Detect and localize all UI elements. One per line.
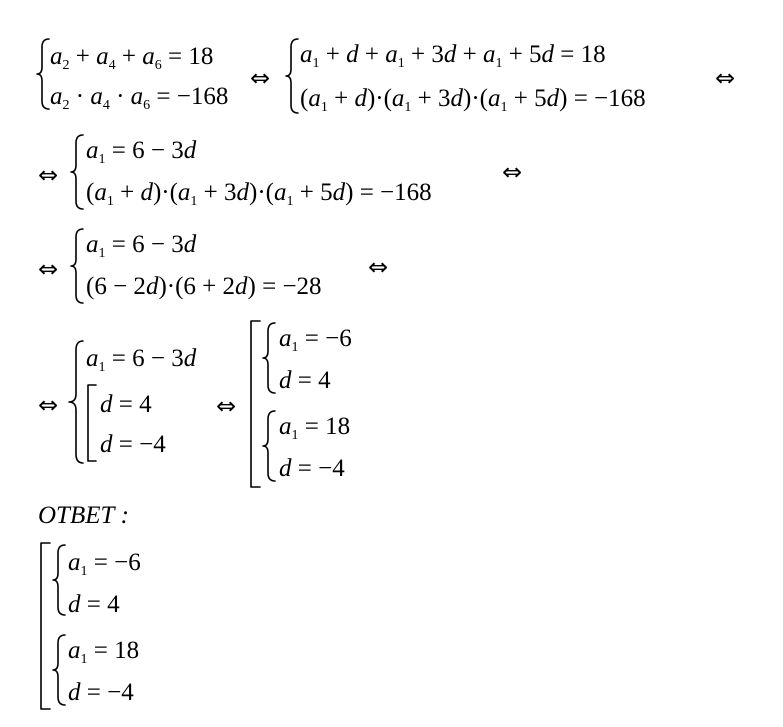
step4-solution1-d: d = 4 bbox=[279, 367, 331, 394]
equivalence-arrow-icon: ⇔ bbox=[38, 255, 59, 283]
step4-solution2-d: d = −4 bbox=[279, 455, 345, 482]
step3-line1: $a_1 = 6 - 3d$ bbox=[86, 231, 197, 261]
answer-solution2-a1: $a_1 = 18$ bbox=[68, 637, 140, 667]
equivalence-arrow-icon: ⇔ bbox=[715, 64, 736, 92]
left-brace bbox=[70, 228, 86, 304]
answer-solution1-a1: $a_1 = -6$ bbox=[68, 549, 141, 579]
step1-left-line1: $a_2 + a_4 + a_6 = 18$ bbox=[50, 43, 214, 73]
equivalence-arrow-icon: ⇔ bbox=[38, 161, 59, 189]
answer-solution1-d: d = 4 bbox=[68, 591, 120, 618]
left-brace bbox=[52, 544, 68, 616]
left-brace bbox=[262, 410, 278, 482]
step4-solution1-a1: $a_1 = -6$ bbox=[279, 325, 352, 355]
equivalence-arrow-icon: ⇔ bbox=[216, 392, 237, 420]
step3-line2: (6 − 2d)·(6 + 2d) = −28 bbox=[86, 273, 322, 300]
equivalence-arrow-icon: ⇔ bbox=[38, 391, 59, 419]
step1-left-line2: $a_2 \cdot a_4 \cdot a_6 = -168$ bbox=[50, 83, 229, 113]
left-bracket bbox=[86, 384, 98, 462]
step4-d-option-1: d = 4 bbox=[100, 391, 152, 418]
equivalence-arrow-icon: ⇔ bbox=[368, 253, 389, 281]
step4-solution2-a1: $a_1 = 18$ bbox=[279, 413, 351, 443]
left-brace bbox=[70, 134, 86, 210]
step2-line2: $(a_1 + d)\cdot(a_1 + 3d)\cdot(a_1 + 5d) = -168$ bbox=[86, 179, 432, 209]
answer-label: ОТВЕТ : bbox=[38, 502, 129, 529]
equivalence-arrow-icon: ⇔ bbox=[502, 158, 523, 186]
left-bracket bbox=[248, 320, 262, 488]
step1-right-line2: $(a_1 + d)\cdot(a_1 + 3d)\cdot(a_1 + 5d) = -168$ bbox=[300, 85, 646, 115]
left-brace bbox=[52, 634, 68, 706]
equivalence-arrow-icon: ⇔ bbox=[250, 64, 271, 92]
left-brace bbox=[285, 38, 301, 114]
step4-system-line1: $a_1 = 6 - 3d$ bbox=[86, 345, 197, 375]
left-brace bbox=[262, 322, 278, 394]
left-bracket bbox=[38, 542, 52, 710]
step1-right-line1: $a_1 + d + a_1 + 3d + a_1 + 5d = 18$ bbox=[300, 41, 606, 71]
answer-solution2-d: d = −4 bbox=[68, 679, 134, 706]
step2-line1: $a_1 = 6 - 3d$ bbox=[86, 137, 197, 167]
left-brace bbox=[68, 340, 86, 464]
step4-d-option-2: d = −4 bbox=[100, 431, 166, 458]
